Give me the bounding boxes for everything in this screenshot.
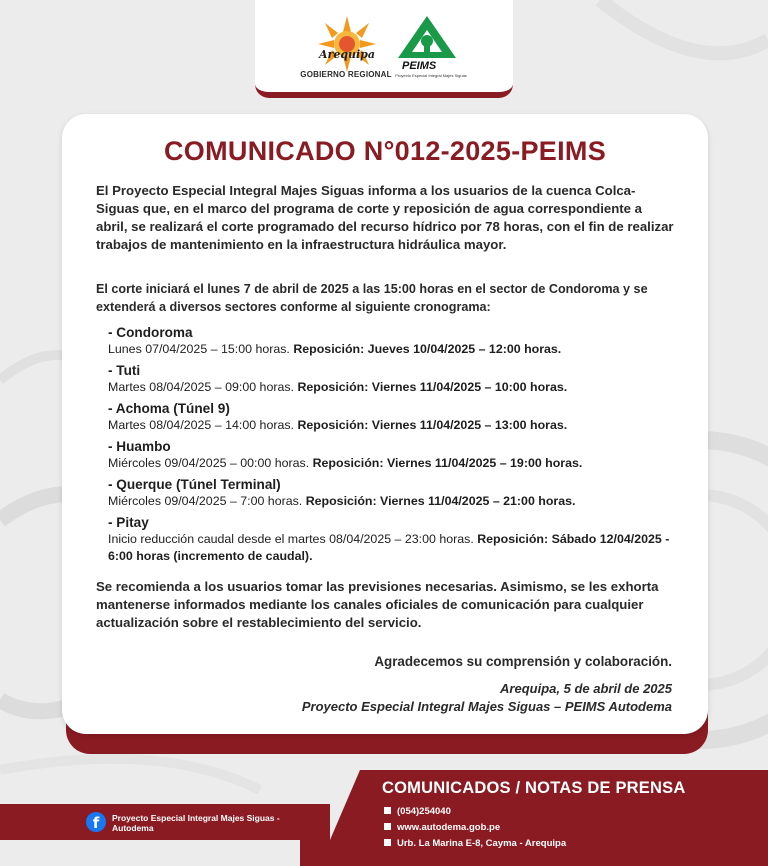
- schedule-list: [108, 324, 674, 569]
- peims-logo-word: PEIMS: [402, 60, 437, 72]
- schedule-item-times: [108, 493, 674, 510]
- bullet-square-icon: [384, 823, 391, 830]
- page-title: COMUNICADO N°012-2025-PEIMS: [164, 136, 606, 166]
- contact-website[interactable]: [384, 822, 724, 833]
- schedule-reposition-time: Reposición: Jueves 10/04/2025 – 12:00 horas.: [293, 342, 562, 356]
- intro-paragraph: [96, 182, 676, 254]
- intro-text-2: , con el fin de realizar trabajos de mantenimiento en la infraestructura hidráulica mayor.: [96, 219, 674, 252]
- bullet-square-icon: [384, 807, 391, 814]
- website-link[interactable]: www.autodema.gob.pe: [397, 822, 501, 833]
- schedule-item-pitay: [108, 514, 674, 565]
- schedule-item-name: - Huambo: [108, 439, 171, 454]
- schedule-item-times: [108, 417, 674, 434]
- place-date: Arequipa, 5 de abril de 2025: [500, 681, 672, 696]
- schedule-item-huambo: [108, 438, 674, 472]
- signature: Proyecto Especial Integral Majes Siguas – PEIMS Autodema: [301, 699, 672, 714]
- schedule-cut-time: Martes 08/04/2025 – 09:00 horas.: [108, 380, 298, 394]
- address-text: Urb. La Marina E-8, Cayma - Arequipa: [397, 838, 567, 849]
- region-logo-text: GOBIERNO REGIONAL: [300, 70, 392, 79]
- intro-text-1: El Proyecto Especial Integral Majes Siguas informa a los usuarios de la cuenca Colca-Siguas que, en el marco del programa de corte y reposición de agua correspondiente a abril, se realizará el corte programado del recurso hídrico por: [96, 183, 642, 234]
- signoff: [96, 680, 672, 716]
- thanks-line: Agradecemos su comprensión y colaboración.: [374, 654, 672, 669]
- footer-heading: COMUNICADOS / NOTAS DE PRENSA: [382, 779, 686, 797]
- schedule-cut-time: Miércoles 09/04/2025 – 00:00 horas.: [108, 456, 313, 470]
- region-logo-script: Arequipa: [318, 48, 376, 61]
- schedule-cut-time: Inicio reducción caudal desde el martes 08/04/2025 – 23:00 horas.: [108, 532, 478, 546]
- contact-address: [384, 838, 724, 849]
- facebook-icon[interactable]: f: [86, 812, 106, 832]
- bullet-square-icon: [384, 839, 391, 846]
- schedule-item-name: - Pitay: [108, 515, 149, 530]
- schedule-item-name: - Achoma (Túnel 9): [108, 401, 230, 416]
- schedule-reposition-time: Reposición: Viernes 11/04/2025 – 10:00 horas.: [297, 380, 568, 394]
- schedule-cut-time: Lunes 07/04/2025 – 15:00 horas.: [108, 342, 294, 356]
- schedule-reposition-time: Reposición: Sábado 12/04/2025 - 6:00 horas (incremento de caudal).: [108, 532, 670, 563]
- phone-text: (054)254040: [397, 806, 451, 817]
- schedule-item-name: - Querque (Túnel Terminal): [108, 477, 281, 492]
- peims-logo-subtitle: Proyecto Especial Integral Majes Siguas: [395, 73, 467, 78]
- schedule-item-tuti: [108, 362, 674, 396]
- intro-hours: 78 horas: [485, 219, 540, 234]
- schedule-item-achoma: [108, 400, 674, 434]
- schedule-reposition-time: Reposición: Viernes 11/04/2025 – 21:00 horas.: [305, 494, 576, 508]
- facebook-page-link[interactable]: Proyecto Especial Integral Majes Siguas - Autodema: [112, 813, 280, 833]
- schedule-reposition-time: Reposición: Viernes 11/04/2025 – 19:00 horas.: [312, 456, 583, 470]
- schedule-item-times: [108, 455, 674, 472]
- schedule-intro-paragraph: El corte iniciará el lunes 7 de abril de 2025 a las 15:00 horas en el sector de Condoroma y se extenderá a diversos sectores conforme al siguiente cronograma:: [96, 282, 648, 314]
- schedule-item-name: - Tuti: [108, 363, 141, 378]
- recommendation-paragraph: Se recomienda a los usuarios tomar las previsiones necesarias. Asimismo, se les exhorta mantenerse informados mediante los canales oficiales de comunicación para cualquier actualización sobre el restablecimiento del servicio.: [96, 579, 659, 630]
- schedule-cut-time: Miércoles 09/04/2025 – 7:00 horas.: [108, 494, 306, 508]
- contact-phone: [384, 806, 724, 817]
- schedule-item-times: [108, 531, 674, 565]
- schedule-reposition-time: Reposición: Viernes 11/04/2025 – 13:00 horas.: [297, 418, 568, 432]
- schedule-item-name: - Condoroma: [108, 325, 193, 340]
- schedule-item-times: [108, 379, 674, 396]
- schedule-item-condoroma: [108, 324, 674, 358]
- header-band: [255, 0, 513, 98]
- schedule-item-times: [108, 341, 674, 358]
- schedule-item-querque: [108, 476, 674, 510]
- schedule-cut-time: Martes 08/04/2025 – 14:00 horas.: [108, 418, 298, 432]
